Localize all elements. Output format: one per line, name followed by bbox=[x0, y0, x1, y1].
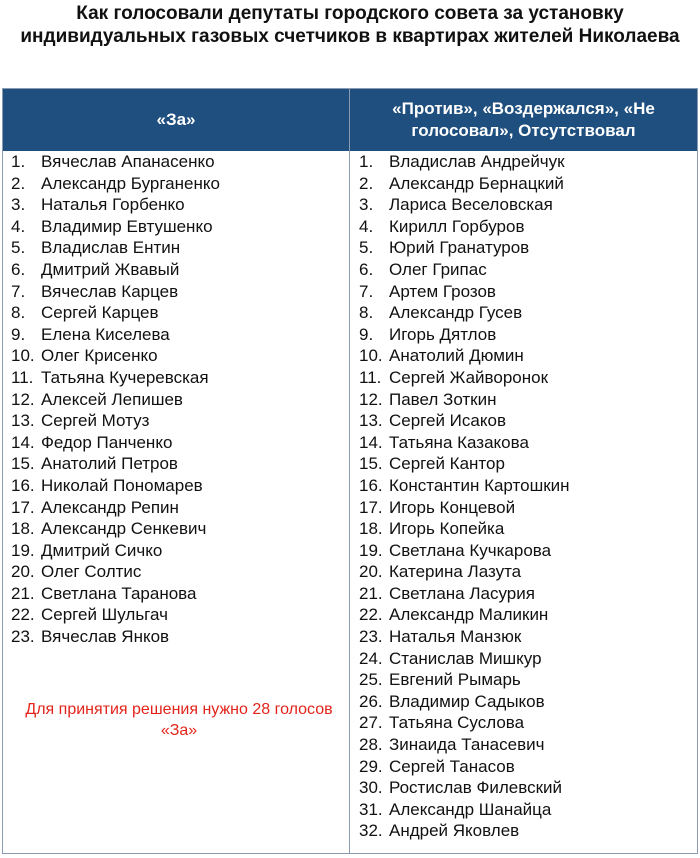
item-number: 2. bbox=[359, 173, 374, 193]
list-item bbox=[359, 626, 689, 648]
deputy-name: Станислав Мишкур bbox=[389, 648, 542, 668]
deputy-name: Олег Солтис bbox=[41, 562, 142, 582]
deputy-name: Игорь Дятлов bbox=[389, 324, 497, 344]
list-item bbox=[359, 324, 689, 346]
deputy-name: Сергей Шульгач bbox=[41, 605, 168, 625]
item-number: 10. bbox=[359, 346, 383, 366]
list-item bbox=[359, 173, 689, 195]
item-number: 5. bbox=[11, 238, 26, 258]
deputy-name: Наталья Манзюк bbox=[389, 627, 522, 647]
deputy-name: Николай Пономарев bbox=[41, 475, 203, 495]
header-for: «За» bbox=[156, 110, 196, 129]
list-item bbox=[11, 194, 341, 216]
list-item bbox=[11, 475, 341, 497]
deputy-name: Вячеслав Апанасенко bbox=[41, 152, 215, 171]
deputy-name: Сергей Танасов bbox=[389, 756, 515, 776]
deputy-name: Павел Зоткин bbox=[389, 389, 497, 409]
list-item bbox=[11, 345, 341, 367]
deputy-name: Владислав Ентин bbox=[41, 238, 181, 258]
list-item bbox=[359, 259, 689, 281]
deputy-name: Игорь Концевой bbox=[389, 497, 516, 517]
deputy-name: Андрей Яковлев bbox=[389, 821, 520, 841]
list-item bbox=[11, 453, 341, 475]
list-item bbox=[11, 367, 341, 389]
item-number: 8. bbox=[359, 303, 374, 323]
item-number: 12. bbox=[11, 389, 35, 409]
deputy-name: Александр Сенкевич bbox=[41, 519, 207, 539]
list-item bbox=[11, 302, 341, 324]
header-against: «Против», «Воздержался», «Не голосовал», Отсутствовал bbox=[392, 99, 655, 140]
list-item bbox=[359, 561, 689, 583]
deputy-name: Александр Шанайца bbox=[389, 799, 552, 819]
item-number: 4. bbox=[11, 216, 26, 236]
item-number: 2. bbox=[11, 173, 26, 193]
list-for bbox=[11, 151, 341, 648]
list-item bbox=[359, 583, 689, 605]
list-item bbox=[11, 626, 341, 648]
list-item bbox=[11, 389, 341, 411]
deputy-name: Олег Грипас bbox=[389, 259, 487, 279]
deputy-name: Олег Крисенко bbox=[41, 346, 158, 366]
list-item bbox=[359, 604, 689, 626]
list-item bbox=[11, 259, 341, 281]
item-number: 3. bbox=[11, 195, 26, 215]
list-item bbox=[11, 432, 341, 454]
list-item bbox=[359, 540, 689, 562]
list-item bbox=[11, 518, 341, 540]
list-item bbox=[359, 756, 689, 778]
deputy-name: Александр Маликин bbox=[389, 605, 549, 625]
item-number: 23. bbox=[11, 627, 35, 647]
item-number: 31. bbox=[359, 799, 383, 819]
list-item bbox=[11, 324, 341, 346]
list-item bbox=[11, 604, 341, 626]
deputy-name: Татьяна Кучеревская bbox=[41, 367, 209, 387]
deputy-name: Кирилл Горбуров bbox=[389, 216, 525, 236]
deputy-name: Сергей Кантор bbox=[389, 454, 505, 474]
item-number: 18. bbox=[359, 519, 383, 539]
deputy-name: Сергей Исаков bbox=[389, 411, 506, 431]
deputy-name: Дмитрий Сичко bbox=[41, 540, 163, 560]
item-number: 20. bbox=[359, 562, 383, 582]
item-number: 24. bbox=[359, 648, 383, 668]
list-item bbox=[11, 561, 341, 583]
deputy-name: Татьяна Казакова bbox=[389, 432, 529, 452]
deputy-name: Катерина Лазута bbox=[389, 562, 522, 582]
item-number: 17. bbox=[11, 497, 35, 517]
deputy-name: Светлана Таранова bbox=[41, 583, 197, 603]
deputy-name: Анатолий Дюмин bbox=[389, 346, 524, 366]
item-number: 19. bbox=[11, 540, 35, 560]
deputy-name: Артем Грозов bbox=[389, 281, 496, 301]
item-number: 16. bbox=[11, 475, 35, 495]
item-number: 16. bbox=[359, 475, 383, 495]
list-item bbox=[359, 302, 689, 324]
deputy-name: Татьяна Суслова bbox=[389, 713, 525, 733]
item-number: 23. bbox=[359, 627, 383, 647]
item-number: 9. bbox=[11, 324, 26, 344]
item-number: 13. bbox=[359, 411, 383, 431]
deputy-name: Игорь Копейка bbox=[389, 519, 505, 539]
list-item bbox=[359, 367, 689, 389]
item-number: 28. bbox=[359, 735, 383, 755]
item-number: 30. bbox=[359, 778, 383, 798]
deputy-name: Сергей Мотуз bbox=[41, 411, 150, 431]
list-item bbox=[11, 237, 341, 259]
list-item bbox=[359, 648, 689, 670]
list-item bbox=[359, 777, 689, 799]
list-item bbox=[359, 216, 689, 238]
deputy-name: Наталья Горбенко bbox=[41, 195, 185, 215]
item-number: 3. bbox=[359, 195, 374, 215]
item-number: 27. bbox=[359, 713, 383, 733]
item-number: 25. bbox=[359, 670, 383, 690]
list-item bbox=[11, 583, 341, 605]
deputy-name: Александр Репин bbox=[41, 497, 179, 517]
item-number: 22. bbox=[359, 605, 383, 625]
list-item bbox=[11, 497, 341, 519]
list-item bbox=[359, 194, 689, 216]
deputy-name: Владимир Садыков bbox=[389, 691, 545, 711]
item-number: 21. bbox=[11, 583, 35, 603]
deputy-name: Сергей Карцев bbox=[41, 303, 159, 323]
list-item bbox=[359, 151, 689, 173]
deputy-name: Зинаида Танасевич bbox=[389, 735, 545, 755]
deputy-name: Дмитрий Жвавый bbox=[41, 259, 180, 279]
item-number: 14. bbox=[11, 432, 35, 452]
item-number: 5. bbox=[359, 238, 374, 258]
deputy-name: Константин Картошкин bbox=[389, 475, 570, 495]
item-number: 4. bbox=[359, 216, 374, 236]
deputy-name: Владимир Евтушенко bbox=[41, 216, 213, 236]
item-number: 6. bbox=[11, 259, 26, 279]
list-item bbox=[11, 281, 341, 303]
list-item bbox=[359, 453, 689, 475]
deputy-name: Анатолий Петров bbox=[41, 454, 178, 474]
list-item bbox=[359, 799, 689, 821]
item-number: 8. bbox=[11, 303, 26, 323]
deputy-name: Елена Киселева bbox=[41, 324, 170, 344]
list-item bbox=[359, 712, 689, 734]
list-item bbox=[359, 389, 689, 411]
deputy-name: Владислав Андрейчук bbox=[389, 152, 565, 171]
deputy-name: Алексей Лепишев bbox=[41, 389, 183, 409]
item-number: 7. bbox=[11, 281, 26, 301]
list-item bbox=[359, 237, 689, 259]
list-item bbox=[359, 432, 689, 454]
list-item bbox=[359, 281, 689, 303]
list-item bbox=[359, 518, 689, 540]
item-number: 19. bbox=[359, 540, 383, 560]
list-item bbox=[11, 151, 341, 173]
list-item bbox=[11, 216, 341, 238]
item-number: 29. bbox=[359, 756, 383, 776]
list-item bbox=[359, 691, 689, 713]
deputy-name: Вячеслав Карцев bbox=[41, 281, 179, 301]
column-divider bbox=[349, 89, 350, 853]
list-item bbox=[359, 475, 689, 497]
item-number: 17. bbox=[359, 497, 383, 517]
deputy-name: Светлана Кучкарова bbox=[389, 540, 552, 560]
deputy-name: Александр Бернацкий bbox=[389, 173, 564, 193]
decision-note: Для принятия решения нужно 28 голосов «За» bbox=[25, 701, 333, 739]
deputy-name: Лариса Веселовская bbox=[389, 195, 553, 215]
item-number: 20. bbox=[11, 562, 35, 582]
deputy-name: Евгений Рымарь bbox=[389, 670, 521, 690]
list-item bbox=[359, 820, 689, 842]
item-number: 12. bbox=[359, 389, 383, 409]
deputy-name: Александр Гусев bbox=[389, 303, 523, 323]
item-number: 7. bbox=[359, 281, 374, 301]
item-number: 9. bbox=[359, 324, 374, 344]
list-item bbox=[11, 540, 341, 562]
item-number: 15. bbox=[359, 454, 383, 474]
item-number: 10. bbox=[11, 346, 35, 366]
list-item bbox=[359, 497, 689, 519]
list-item bbox=[359, 345, 689, 367]
deputy-name: Вячеслав Янков bbox=[41, 627, 170, 647]
deputy-name: Светлана Ласурия bbox=[389, 583, 535, 603]
item-number: 1. bbox=[11, 152, 26, 171]
item-number: 1. bbox=[359, 152, 374, 171]
deputy-name: Александр Бурганенко bbox=[41, 173, 220, 193]
table-header bbox=[3, 89, 697, 151]
deputy-name: Федор Панченко bbox=[41, 432, 173, 452]
list-against bbox=[359, 151, 689, 842]
item-number: 6. bbox=[359, 259, 374, 279]
deputy-name: Ростислав Филевский bbox=[389, 778, 563, 798]
item-number: 14. bbox=[359, 432, 383, 452]
item-number: 11. bbox=[359, 367, 382, 387]
list-item bbox=[11, 173, 341, 195]
list-item bbox=[11, 410, 341, 432]
list-item bbox=[359, 734, 689, 756]
item-number: 26. bbox=[359, 691, 383, 711]
item-number: 15. bbox=[11, 454, 35, 474]
list-item bbox=[359, 669, 689, 691]
votes-table bbox=[2, 88, 698, 854]
list-item bbox=[359, 410, 689, 432]
item-number: 18. bbox=[11, 519, 35, 539]
item-number: 22. bbox=[11, 605, 35, 625]
item-number: 11. bbox=[11, 367, 34, 387]
item-number: 21. bbox=[359, 583, 383, 603]
item-number: 32. bbox=[359, 821, 383, 841]
deputy-name: Юрий Гранатуров bbox=[389, 238, 530, 258]
deputy-name: Сергей Жайворонок bbox=[389, 367, 549, 387]
item-number: 13. bbox=[11, 411, 35, 431]
page-title: Как голосовали депутаты городского совета за установку индивидуальных газовых счетчиков в квартирах жителей Николаева bbox=[20, 3, 680, 47]
